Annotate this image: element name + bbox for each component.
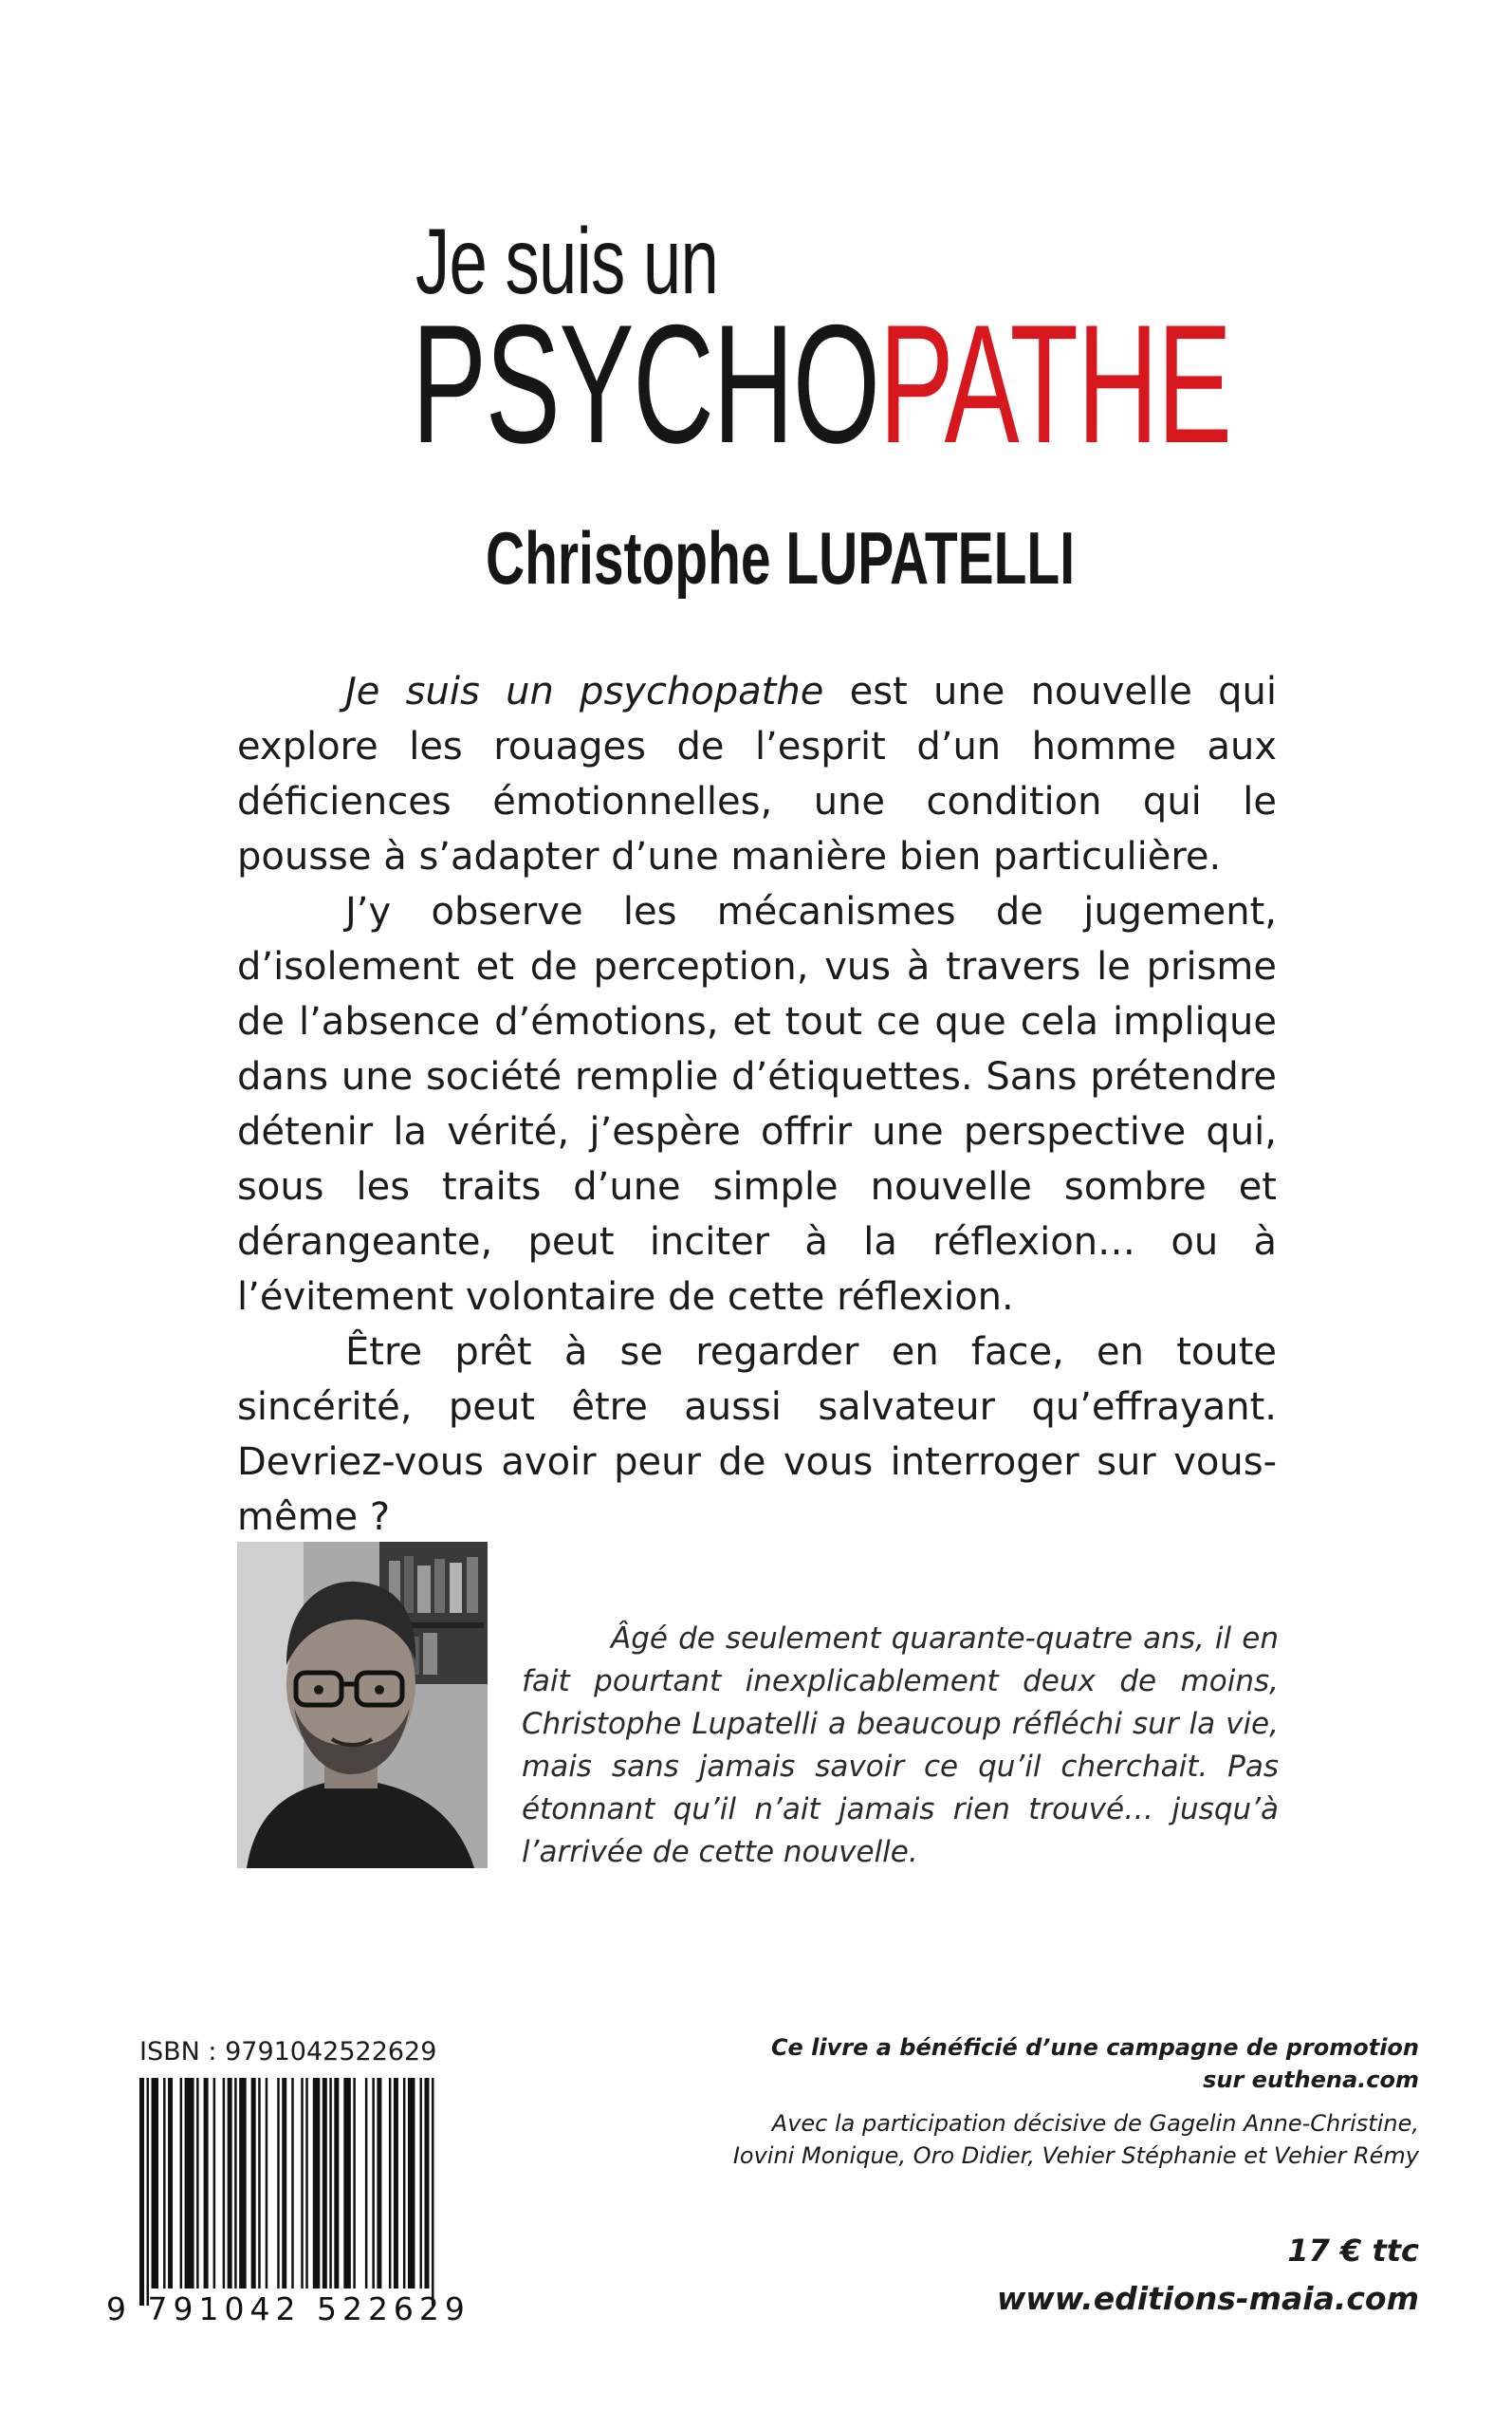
barcode-bar (301, 2078, 304, 2289)
barcode-bar (204, 2078, 209, 2289)
barcode-bar (372, 2078, 375, 2289)
barcode-bar (305, 2078, 308, 2289)
barcode-bar (389, 2078, 392, 2289)
author-name: Christophe LUPATELLI (486, 516, 1076, 600)
barcode-bar (408, 2078, 415, 2289)
barcode-bar (291, 2078, 294, 2289)
barcode-bar (251, 2078, 256, 2289)
barcode-bar (239, 2078, 247, 2289)
barcode-bar (147, 2078, 150, 2306)
barcode-bar (234, 2078, 237, 2289)
barcode (139, 2078, 436, 2306)
publisher-website[interactable]: www.editions-maia.com (996, 2280, 1419, 2317)
barcode-bar (419, 2078, 422, 2289)
barcode-bar (180, 2078, 183, 2289)
barcode-bar (223, 2078, 226, 2289)
barcode-bar (139, 2078, 144, 2306)
blurb-paragraph-2: J’y observe les mécanismes de jugement, d’isolement et de perception, vus à travers le prisme de l’absence d’émotions, et tout ce que cela implique dans une société remplie d’étiquettes. Sans prétendre détenir la vérité, j’espère offrir une perspective qui, sous les traits d’une simple nouvelle sombre et dérangeante, peut inciter à la réflexion… ou à l’évitement volontaire de cette réflexion. (237, 890, 1277, 1319)
barcode-bar (343, 2078, 351, 2289)
barcode-bar (394, 2078, 398, 2289)
participation-line-2: Iovini Monique, Oro Didier, Vehier Stéphanie et Vehier Rémy (732, 2142, 1419, 2169)
barcode-bar (282, 2078, 286, 2289)
barcode-bar (403, 2078, 406, 2289)
barcode-bar (163, 2078, 166, 2289)
barcode-bar (377, 2078, 381, 2289)
barcode-bar (228, 2078, 232, 2289)
barcode-number: 9 791042 522629 (106, 2290, 470, 2327)
title-psycho: PSYCHO (412, 289, 879, 478)
barcode-bar (432, 2078, 434, 2306)
barcode-bar (365, 2078, 368, 2289)
promo-line-1: Ce livre a bénéficié d’une campagne de promotion (770, 2034, 1419, 2061)
author-photo (237, 1542, 488, 1868)
author-bio: Âgé de seulement quarante-quatre ans, il en fait pourtant inexplicablement deux de moins, Christophe Lupatelli a beaucoup réfléchi sur la vie, mais sans jamais savoir ce qu’il cherchait. Pas étonnant qu’il n’ait jamais rien trouvé… jusqu’à l’arrivée de cette nouvelle. (522, 1621, 1279, 1869)
barcode-bar (277, 2078, 280, 2289)
blurb-book-title: Je suis un psychopathe (345, 670, 824, 713)
participation-line-1: Avec la participation décisive de Gagelin Anne-Christine, (771, 2110, 1419, 2137)
blurb (237, 664, 1277, 1545)
barcode-bar (185, 2078, 194, 2289)
barcode-bar (168, 2078, 173, 2289)
author-photo-illustration (237, 1542, 488, 1868)
barcode-bar (313, 2078, 321, 2289)
blurb-paragraph-1 (237, 664, 1277, 884)
title-line-2 (412, 289, 1231, 478)
barcode-bar (424, 2078, 429, 2289)
blurb-paragraph-1-text: est une nouvelle qui explore les rouages de l’esprit d’un homme aux déficiences émotionnelles, une condition qui le pousse à s’adapter d’une manière bien particulière. (237, 670, 1277, 879)
title-line-1: Je suis un (415, 209, 719, 313)
barcode-bar (329, 2078, 332, 2289)
title-pathe: PATHE (878, 289, 1231, 478)
barcode-bar (334, 2078, 339, 2289)
barcode-bar (258, 2078, 261, 2289)
isbn-label: ISBN : 9791042522629 (139, 2037, 437, 2066)
barcode-bar (152, 2078, 159, 2289)
barcode-bar (196, 2078, 199, 2289)
barcode-bar (323, 2078, 327, 2289)
barcode-bar (213, 2078, 216, 2289)
barcode-bar (266, 2078, 268, 2289)
promo-line-2: sur euthena.com (1203, 2066, 1419, 2093)
blurb-paragraph-3: Être prêt à se regarder en face, en toute sincérité, peut être aussi salvateur qu’effrayant. Devriez-vous avoir peur de vous interroger sur vous-même ? (237, 1330, 1277, 1539)
price: 17 € ttc (1287, 2233, 1419, 2269)
barcode-bar (353, 2078, 356, 2289)
